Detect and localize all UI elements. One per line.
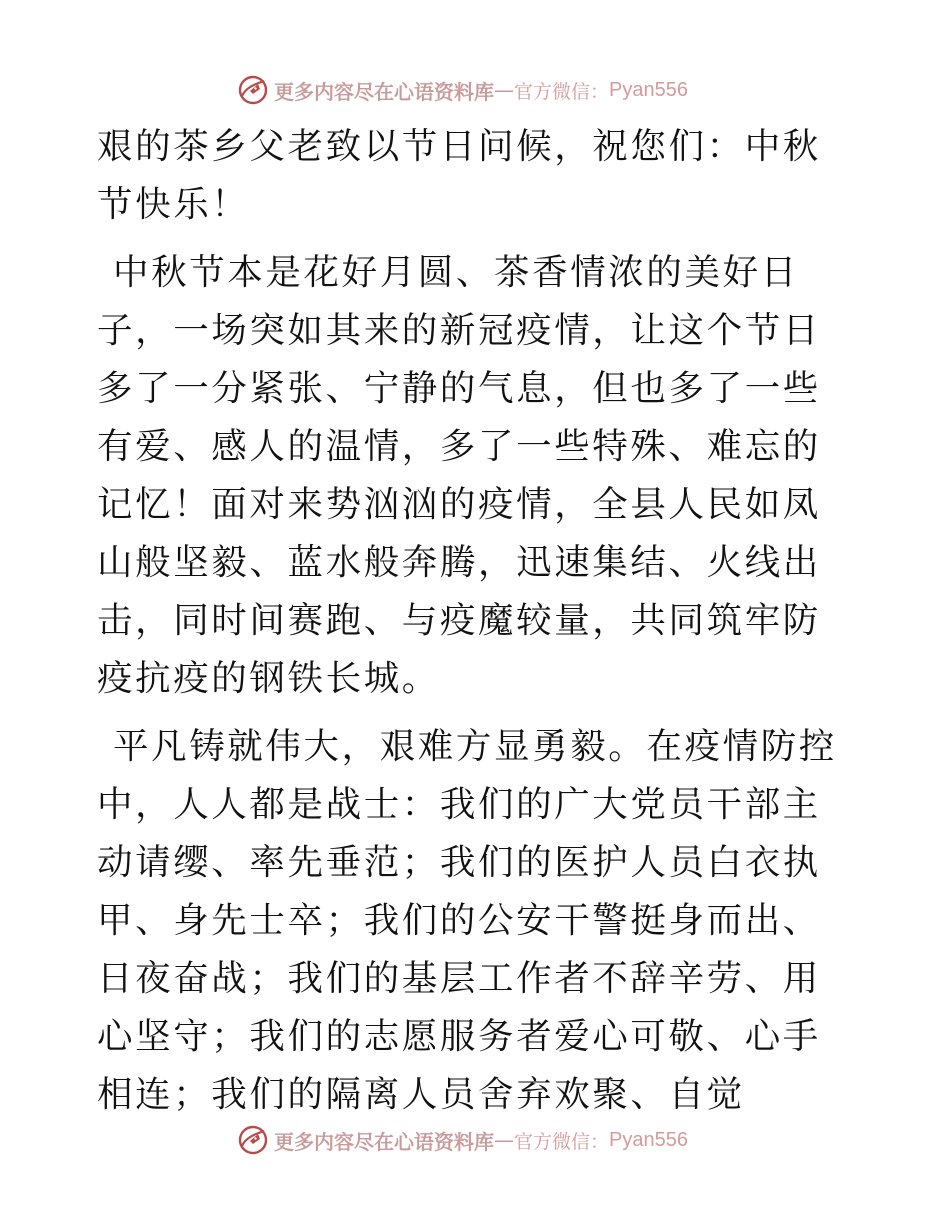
pen-nib-logo-icon	[236, 1123, 270, 1157]
paragraph-2: 中秋节本是花好月圆、茶香情浓的美好日子，一场突如其来的新冠疫情，让这个节日多了一分紧张、宁静的气息，但也多了一些有爱、感人的温情，多了一些特殊、难忘的记忆！面对来势汹汹的疫情，全县人民如凤山般坚毅、蓝水般奔腾，迅速集结、火线出击，同时间赛跑、与疫魔较量，共同筑牢防疫抗疫的钢铁长城。	[97, 252, 821, 699]
watermark-separator: —	[494, 78, 514, 102]
pen-nib-logo-icon	[236, 73, 270, 107]
watermark-site-name: 更多内容尽在心语资料库	[274, 79, 494, 104]
document-body	[97, 118, 857, 1134]
footer-watermark	[236, 1122, 688, 1158]
watermark-wechat-label: 官方微信：	[514, 1130, 610, 1153]
watermark-site-name: 更多内容尽在心语资料库	[274, 1129, 494, 1154]
watermark-wechat-id: Pyan556	[609, 1128, 688, 1151]
header-watermark	[236, 72, 688, 108]
paragraph-1: 艰的茶乡父老致以节日问候，祝您们：中秋节快乐！	[97, 126, 821, 225]
watermark-separator: —	[494, 1128, 514, 1152]
paragraph-3: 平凡铸就伟大，艰难方显勇毅。在疫情防控中，人人都是战士：我们的广大党员干部主动请缨、率先垂范；我们的医护人员白衣执甲、身先士卒；我们的公安干警挺身而出、日夜奋战；我们的基层工作者不辞辛劳、用心坚守；我们的志愿服务者爱心可敬、心手相连；我们的隔离人员舍弃欢聚、自觉	[97, 726, 837, 1115]
watermark-wechat-label: 官方微信：	[514, 80, 610, 103]
watermark-wechat-id: Pyan556	[609, 78, 688, 101]
